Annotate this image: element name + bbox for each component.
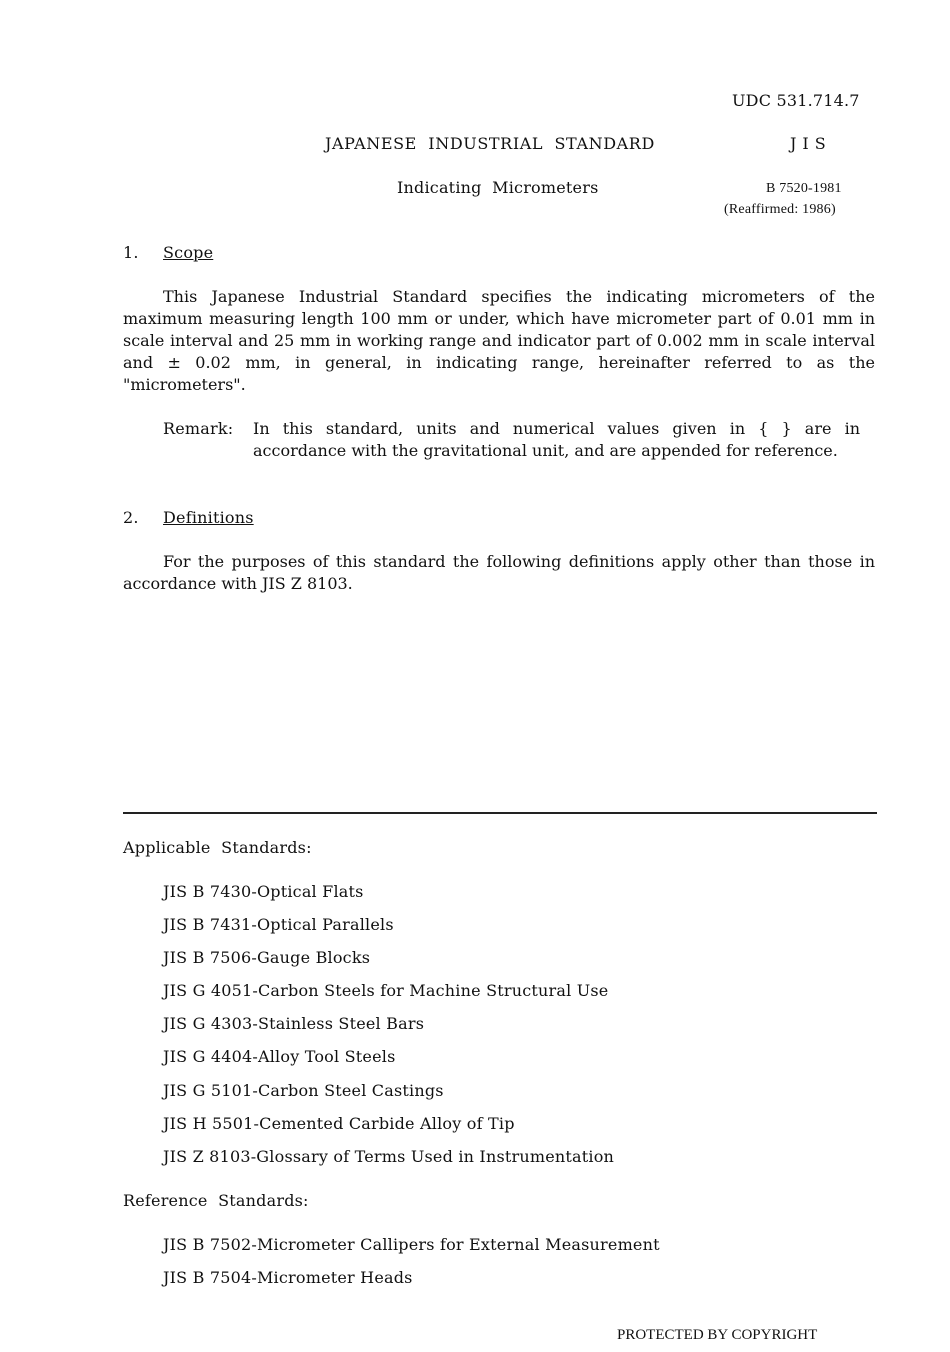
applicable-standards-heading: Applicable Standards: <box>123 838 312 857</box>
remark-body: In this standard, units and numerical values given in { } are in accordance with the gravitational unit, and are appended for reference. <box>253 419 860 460</box>
standard-number: B 7520-1981 <box>766 181 842 196</box>
standard-title: JAPANESE INDUSTRIAL STANDARD <box>325 134 655 153</box>
reference-standards-heading: Reference Standards: <box>123 1191 309 1210</box>
copyright-notice: PROTECTED BY COPYRIGHT <box>617 1327 818 1343</box>
scope-paragraph: This Japanese Industrial Standard specifies the indicating micrometers of the maximum measuring length 100 mm or under, which have micrometer part of 0.01 mm in scale interval and 25 mm in working range and indicator part of 0.002 mm in scale interval and ± 0.02 mm, in general, in indicating range, hereinafter referred to as the "micrometers". <box>123 287 875 394</box>
applicable-standard-item: JIS B 7506-Gauge Blocks <box>163 948 371 967</box>
footnote-divider <box>123 812 877 814</box>
applicable-standard-item: JIS H 5501-Cemented Carbide Alloy of Tip <box>163 1114 515 1133</box>
applicable-standard-item: JIS G 4404-Alloy Tool Steels <box>163 1047 396 1066</box>
section-number-definitions: 2. <box>123 508 139 527</box>
reference-standard-item: JIS B 7504-Micrometer Heads <box>163 1268 413 1287</box>
remark-label: Remark: <box>163 419 234 438</box>
applicable-standard-item: JIS G 5101-Carbon Steel Castings <box>163 1081 444 1100</box>
applicable-standard-item: JIS G 4051-Carbon Steels for Machine Structural Use <box>163 981 609 1000</box>
applicable-standard-item: JIS G 4303-Stainless Steel Bars <box>163 1014 425 1033</box>
reaffirmed-date: (Reaffirmed: 1986) <box>724 202 836 217</box>
applicable-standard-item: JIS B 7431-Optical Parallels <box>163 915 394 934</box>
definitions-paragraph: For the purposes of this standard the following definitions apply other than those in accordance with JIS Z 8103. <box>123 552 875 593</box>
jis-mark: JIS <box>790 134 832 153</box>
applicable-standard-item: JIS Z 8103-Glossary of Terms Used in Instrumentation <box>163 1147 615 1166</box>
section-number-scope: 1. <box>123 243 139 262</box>
section-title-definitions: Definitions <box>163 508 254 527</box>
document-title: Indicating Micrometers <box>397 178 599 197</box>
reference-standard-item: JIS B 7502-Micrometer Callipers for External Measurement <box>163 1235 660 1254</box>
udc-number: UDC 531.714.7 <box>732 91 860 110</box>
applicable-standard-item: JIS B 7430-Optical Flats <box>163 882 364 901</box>
section-title-scope: Scope <box>163 243 214 262</box>
